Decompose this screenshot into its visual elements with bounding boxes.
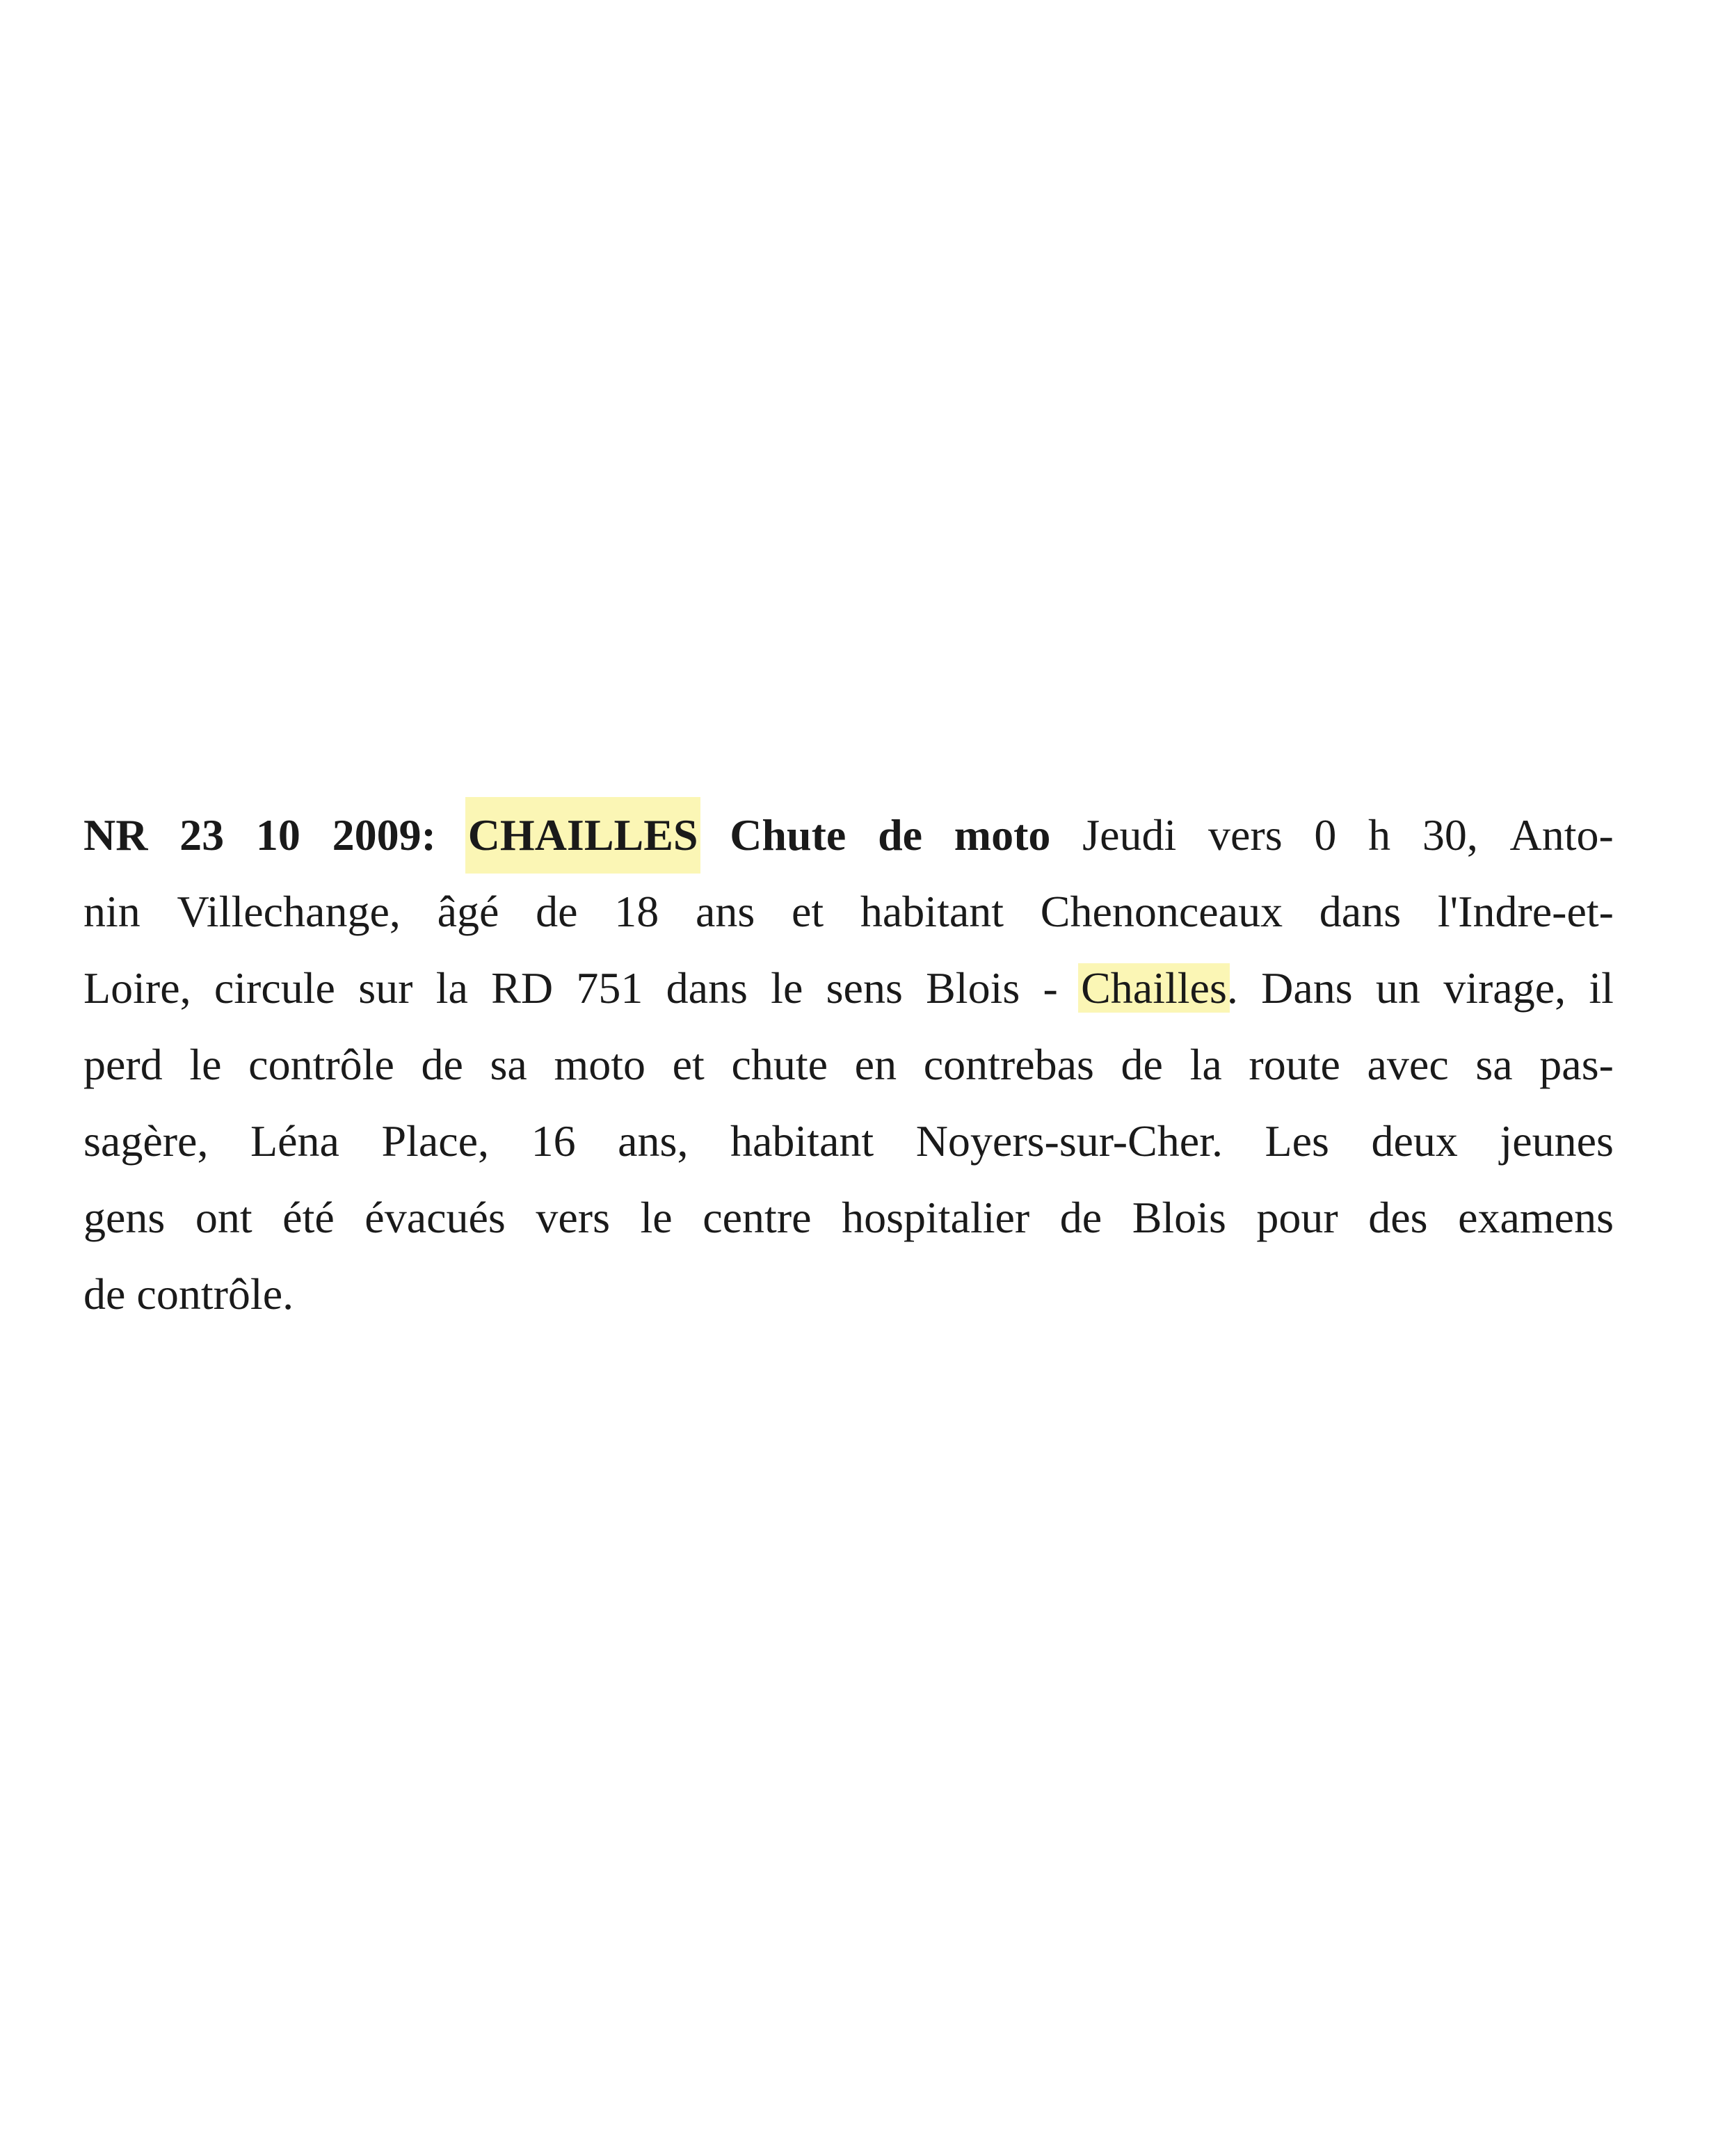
date-year: 2009:: [332, 810, 436, 860]
body-word: âgé: [437, 887, 499, 936]
body-word: le: [189, 1040, 222, 1089]
body-word: pour: [1256, 1193, 1338, 1242]
body-word: Léna: [250, 1116, 339, 1166]
body-word: la: [1189, 1040, 1222, 1089]
body-word: de: [1059, 1193, 1102, 1242]
body-word: circule: [214, 963, 335, 1013]
body-word: le: [771, 963, 803, 1013]
body-word: perd: [83, 1040, 163, 1089]
body-word: sens: [826, 963, 903, 1013]
body-word: pas-: [1539, 1040, 1614, 1089]
body-word: vers: [1208, 810, 1283, 860]
highlight-chailles: Chailles: [1078, 963, 1230, 1013]
body-word: chute: [731, 1040, 828, 1089]
body-word: gens: [83, 1193, 166, 1242]
source-label: NR: [83, 810, 148, 860]
body-word: de: [536, 887, 578, 936]
body-word: Dans: [1261, 963, 1353, 1013]
body-word: de: [1121, 1040, 1163, 1089]
highlighted-town-heading: CHAILLES: [465, 797, 701, 874]
body-word: jeunes: [1500, 1116, 1614, 1166]
body-word: Chenonceaux: [1040, 887, 1283, 936]
body-word: contrebas: [923, 1040, 1094, 1089]
article-line-6: [83, 1180, 1614, 1256]
article-line-2: [83, 874, 1614, 950]
body-word: contrôle: [248, 1040, 394, 1089]
period: .: [1226, 963, 1238, 1013]
body-word: Villechange,: [177, 887, 401, 936]
body-word: habitant: [860, 887, 1004, 936]
body-word: nin: [83, 887, 141, 936]
body-word: Loire,: [83, 963, 191, 1013]
date-day: 23: [179, 810, 225, 860]
article-line-1: [83, 797, 1614, 874]
body-word: habitant: [730, 1116, 874, 1166]
body-word: vers: [536, 1193, 610, 1242]
body-word: route: [1249, 1040, 1340, 1089]
body-word: et: [672, 1040, 705, 1089]
body-word: ont: [195, 1193, 252, 1242]
body-word: 30,: [1422, 810, 1478, 860]
body-word: dans: [1319, 887, 1402, 936]
body-word: il: [1589, 963, 1614, 1013]
body-word: hospitalier: [842, 1193, 1030, 1242]
body-word: sa: [1475, 1040, 1513, 1089]
body-word: Les: [1265, 1116, 1329, 1166]
body-word: Blois: [1132, 1193, 1226, 1242]
body-word: Anto-: [1509, 810, 1614, 860]
body-word: ans: [695, 887, 755, 936]
body-word: la: [435, 963, 468, 1013]
body-word: -: [1043, 963, 1058, 1013]
headline-word: Chute: [730, 810, 847, 860]
body-word: l'Indre-et-: [1437, 887, 1614, 936]
body-word: examens: [1458, 1193, 1614, 1242]
body-word: sagère,: [83, 1116, 209, 1166]
body-word: 0: [1314, 810, 1337, 860]
body-word: Noyers-sur-Cher.: [915, 1116, 1223, 1166]
headline-word: moto: [954, 810, 1051, 860]
body-word: virage,: [1443, 963, 1566, 1013]
article-line-4: [83, 1027, 1614, 1103]
body-word: Jeudi: [1082, 810, 1177, 860]
body-word: 751: [576, 963, 643, 1013]
body-word: un: [1375, 963, 1420, 1013]
body-word: et: [791, 887, 824, 936]
news-article: [83, 797, 1614, 1333]
date-month: 10: [255, 810, 300, 860]
headline-word: de: [878, 810, 923, 860]
article-line-5: [83, 1103, 1614, 1180]
body-word: dans: [666, 963, 748, 1013]
body-word: moto: [554, 1040, 645, 1089]
body-word: ans,: [618, 1116, 689, 1166]
body-word: Place,: [381, 1116, 490, 1166]
body-word: de: [421, 1040, 463, 1089]
body-word: en: [854, 1040, 897, 1089]
body-word: sa: [490, 1040, 527, 1089]
body-word: sur: [358, 963, 413, 1013]
body-word: centre: [703, 1193, 812, 1242]
body-word: Blois: [926, 963, 1020, 1013]
body-word: h: [1368, 810, 1391, 860]
body-word: le: [640, 1193, 673, 1242]
body-word: 18: [614, 887, 659, 936]
body-word: des: [1368, 1193, 1428, 1242]
body-word: deux: [1371, 1116, 1458, 1166]
body-word: de: [83, 1269, 126, 1319]
body-word: évacués: [364, 1193, 506, 1242]
article-line-7: [83, 1256, 1614, 1333]
article-line-3: [83, 950, 1614, 1027]
body-word: 16: [531, 1116, 576, 1166]
body-word: avec: [1367, 1040, 1449, 1089]
body-word: contrôle.: [136, 1269, 294, 1319]
body-word: été: [282, 1193, 335, 1242]
highlighted-town-name: [1081, 950, 1238, 1027]
body-word: RD: [491, 963, 554, 1013]
